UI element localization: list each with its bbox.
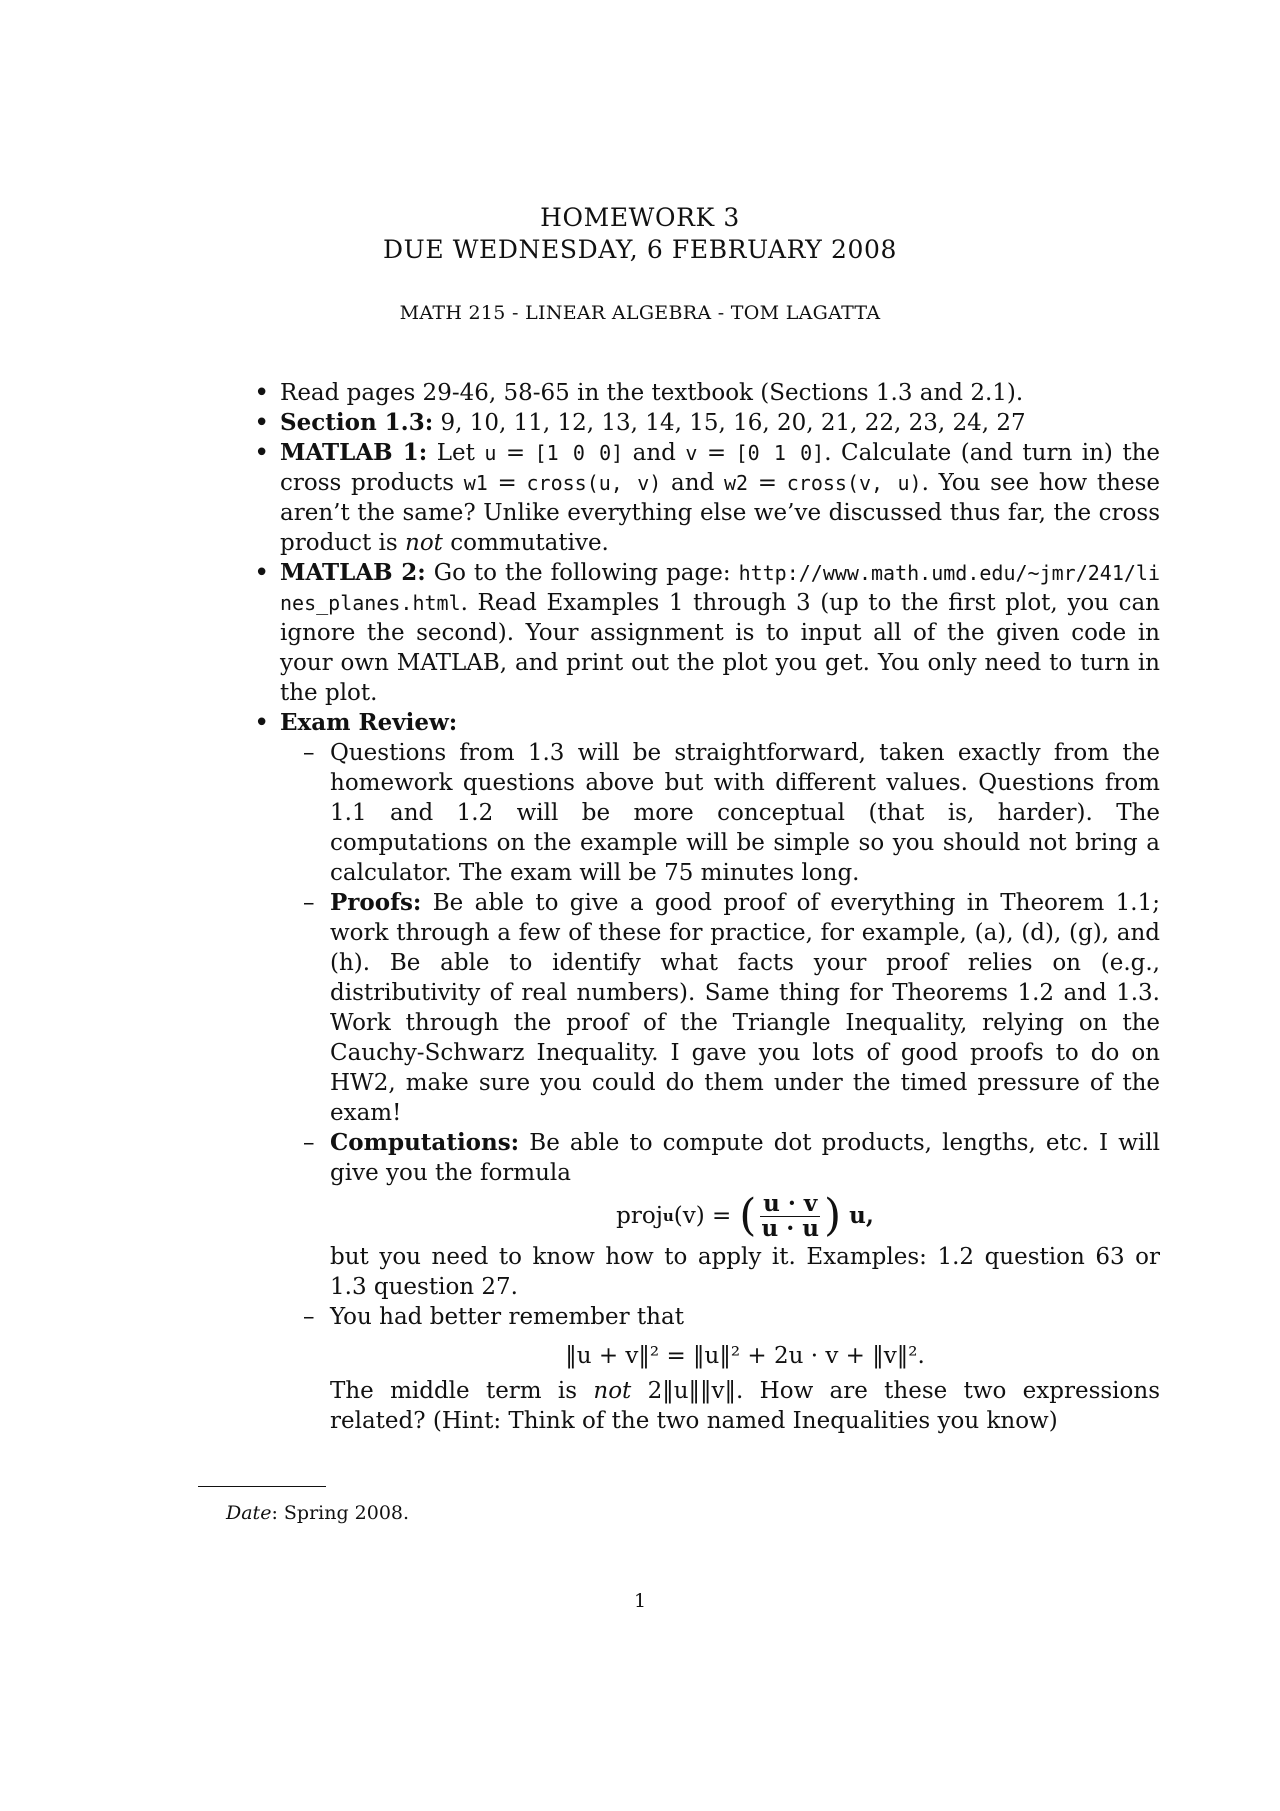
left-paren: ( <box>739 1190 757 1241</box>
list-item-exam-review <box>253 708 1160 1436</box>
exam-item-remember <box>280 1302 1160 1436</box>
matlab2-label: MATLAB 2: <box>280 559 426 586</box>
section13-text: 9, 10, 11, 12, 13, 14, 15, 16, 20, 21, 22, 23, 24, 27 <box>433 410 1026 436</box>
matlab1-u: u <box>484 441 497 465</box>
matlab1-text: Let <box>427 440 485 466</box>
proj-arg: (v) = <box>673 1203 732 1229</box>
remember-text: You had better remember that <box>330 1304 684 1330</box>
matlab1-text: commutative. <box>442 530 609 556</box>
footnote-rule <box>198 1486 326 1487</box>
right-paren: ) <box>823 1190 842 1241</box>
proj-denominator: u · u <box>761 1214 819 1242</box>
matlab1-cross1: cross(u, v) <box>526 471 662 495</box>
middle-term-text: The middle term is <box>330 1378 594 1404</box>
matlab1-v: v <box>685 441 698 465</box>
exam-item-proofs <box>280 888 1160 1128</box>
footnote <box>226 1502 409 1524</box>
list-item-matlab1 <box>253 438 1160 558</box>
footnote-date-text: : Spring 2008. <box>271 1502 410 1524</box>
exam-review-label: Exam Review: <box>280 709 458 736</box>
matlab1-text: = <box>487 470 527 496</box>
middle-term-not: not <box>593 1378 632 1404</box>
matlab1-text: = <box>496 440 535 466</box>
page-number: 1 <box>633 1590 647 1612</box>
proj-lhs: proj <box>616 1203 663 1229</box>
proofs-text: Be able to give a good proof of everything in Theorem 1.1; work through a few of these for practice, for example, (a), (d), (g), and (h). Be able to identify what facts your proof relies on (e.g., distributivity of real numbers). Same thing for Theorems 1.2 and 1.3. Work through the proof of the Triangle Inequality, relying on the Cauchy-Schwarz Inequality. I gave you lots of good proofs to do on HW2, make sure you could do them under the timed pressure of the exam! <box>330 890 1160 1126</box>
norm-identity: ‖u + v‖² = ‖u‖² + 2u · v + ‖v‖². <box>565 1343 925 1369</box>
exam-questions-text: Questions from 1.3 will be straightforward, taken exactly from the homework questions above but with different values. Questions from 1.1 and 1.2 will be more conceptual (that is, harder). The computations on the example will be simple so you should not bring a calculator. The exam will be 75 minutes long. <box>330 740 1160 886</box>
computations-after-text: but you need to know how to apply it. Examples: 1.2 question 63 or 1.3 question 27. <box>330 1244 1160 1300</box>
section13-label: Section 1.3: <box>280 409 434 436</box>
computations-label: Computations: <box>330 1129 520 1156</box>
assignment-body <box>253 378 1160 1436</box>
middle-term-text: 2‖u‖‖v‖. How are these two expressions related? (Hint: Think of the two named Inequalities you know) <box>330 1378 1160 1434</box>
matlab2-text: . Read Examples 1 through 3 (up to the first plot, you can ignore the second). Your assignment is to input all of the given code in your own MATLAB, and print out the plot you get. You only need to turn in the plot. <box>280 590 1160 706</box>
proj-numerator: u · v <box>760 1192 820 1217</box>
matlab2-url-link[interactable]: http://www.math.umd.edu/~jmr/241/lines_planes.html <box>280 561 1160 615</box>
course-line: MATH 215 - LINEAR ALGEBRA - TOM LAGATTA <box>399 302 881 324</box>
exam-item-computations <box>280 1128 1160 1302</box>
matlab1-text: = <box>748 470 787 496</box>
due-date-title: DUE WEDNESDAY, 6 FEBRUARY 2008 <box>383 235 897 264</box>
matlab1-text: . Calculate (and turn in) the cross products <box>280 440 1160 496</box>
matlab1-text: and <box>661 470 724 496</box>
matlab1-w1: w1 <box>463 471 488 495</box>
proj-tail: u, <box>849 1202 874 1229</box>
exam-item-questions <box>280 738 1160 888</box>
projection-formula <box>330 1190 1160 1242</box>
matlab2-text: Go to the following page: <box>425 560 739 586</box>
reading-text: Read pages 29-46, 58-65 in the textbook (Sections 1.3 and 2.1). <box>280 380 1024 406</box>
footnote-date-label: Date <box>226 1502 272 1524</box>
matlab1-uvec: [1 0 0] <box>534 441 624 465</box>
list-item-reading <box>253 378 1160 408</box>
matlab1-cross2: cross(v, u) <box>786 471 922 495</box>
list-item-section13 <box>253 408 1160 438</box>
proj-sub: u <box>662 1207 674 1225</box>
page-title: HOMEWORK 3 <box>540 203 740 232</box>
proj-fraction <box>758 1189 821 1242</box>
assignment-list <box>253 378 1160 1436</box>
matlab1-vvec: [0 1 0] <box>735 441 825 465</box>
proofs-label: Proofs: <box>330 889 422 916</box>
exam-review-list <box>280 738 1160 1436</box>
matlab1-not: not <box>405 530 443 556</box>
matlab1-text: . You see how these aren’t the same? Unlike everything else we’ve discussed thus far, the cross product is <box>280 470 1160 556</box>
matlab1-label: MATLAB 1: <box>280 439 428 466</box>
matlab1-w2: w2 <box>724 471 749 495</box>
matlab1-text: = <box>697 440 736 466</box>
list-item-matlab2 <box>253 558 1160 708</box>
computations-text: Be able to compute dot products, lengths, etc. I will give you the formula <box>330 1130 1160 1186</box>
matlab1-text: and <box>623 440 686 466</box>
